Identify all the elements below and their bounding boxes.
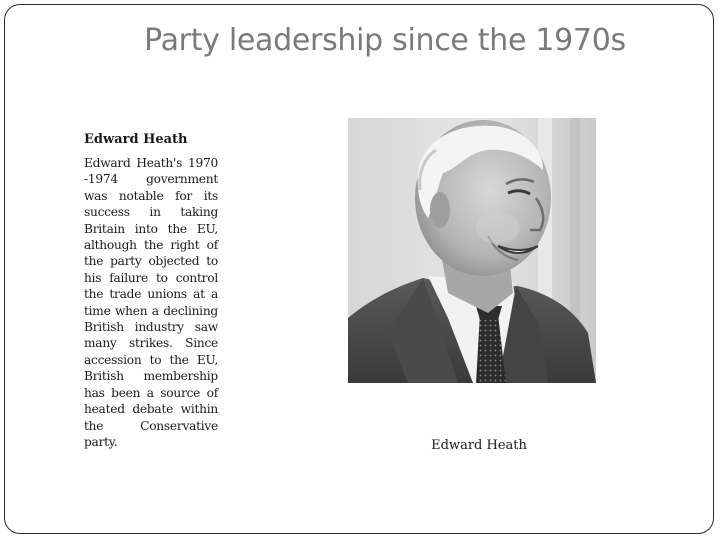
photo-caption: Edward Heath	[431, 438, 527, 453]
body-paragraph: Edward Heath's 1970 -1974 government was notable for its success in taking Britain into the EU, although the right of the party objected to his failure to control the trade unions at a time when a declining British industry saw many strikes. Since accession to the EU, British membership has been a source of heated debate within the Conservative party.	[84, 156, 218, 449]
slide-frame	[4, 4, 714, 534]
section-heading: Edward Heath	[84, 132, 188, 147]
text-column	[84, 131, 218, 450]
portrait-illustration	[348, 118, 596, 383]
portrait-photo	[348, 118, 596, 383]
slide-title: Party leadership since the 1970s	[144, 23, 626, 58]
